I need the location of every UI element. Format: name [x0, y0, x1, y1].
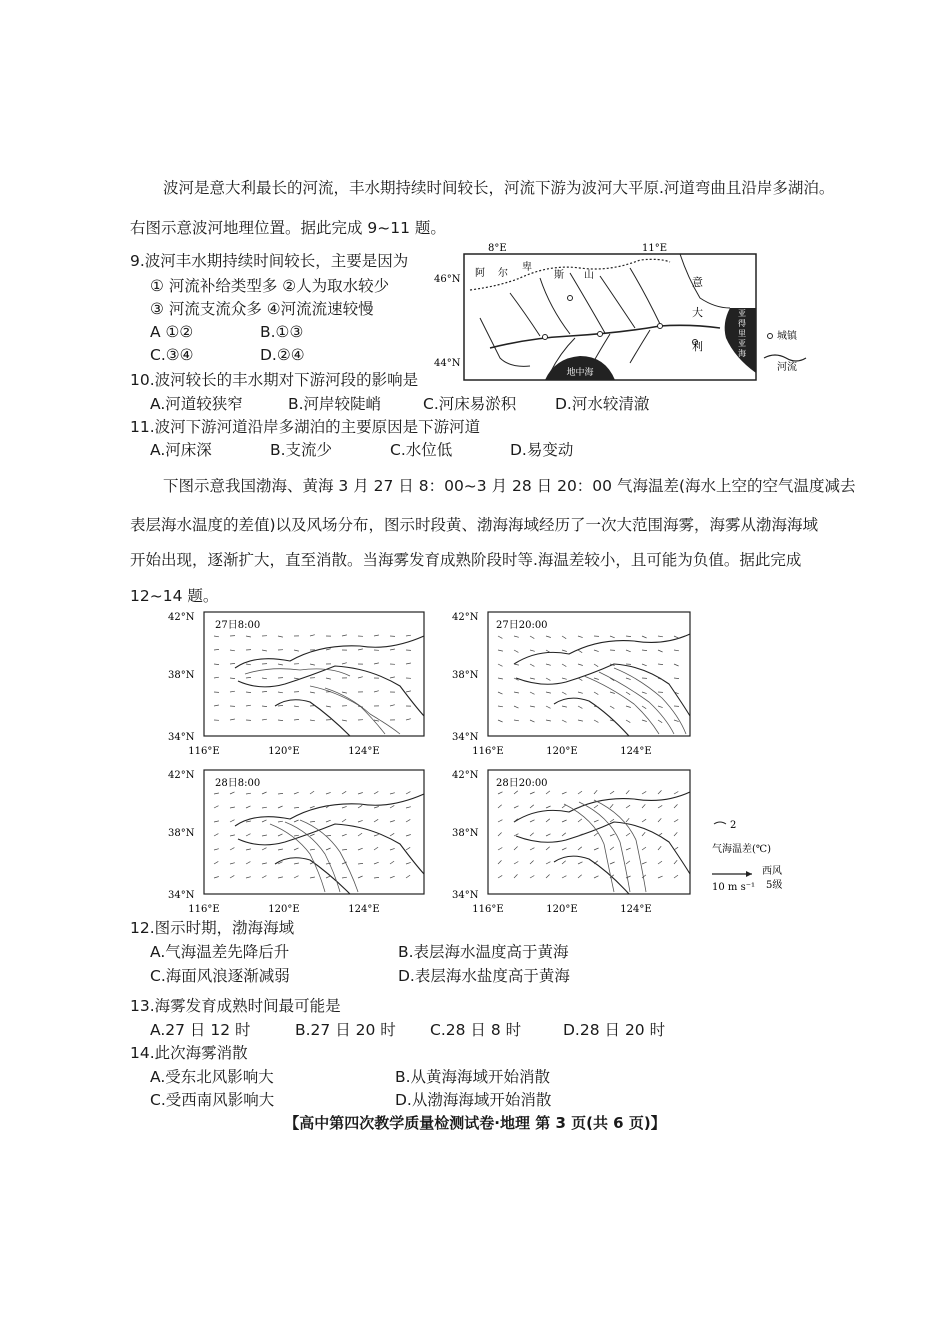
p4-lat-bot: 34°N — [452, 890, 479, 901]
p3-lon-b: 120°E — [268, 904, 300, 915]
q10-option-a[interactable]: A.河道较狭窄 — [150, 395, 243, 413]
map-alps-5: 山 — [584, 270, 594, 281]
passage1-line2: 右图示意波河地理位置。据此完成 9~11 题。 — [130, 219, 446, 237]
passage1-line1: 波河是意大利最长的河流，丰水期持续时间较长，河流下游为波河大平原.河道弯曲且沿岸多湖泊。 — [163, 179, 835, 197]
p3-lon-a: 116°E — [188, 904, 220, 915]
p2-lat-bot: 34°N — [452, 732, 479, 743]
map-po-main — [490, 325, 720, 348]
q11-option-c[interactable]: C.水位低 — [390, 441, 453, 459]
passage2-line3: 开始出现，逐渐扩大，直至消散。当海雾发育成熟阶段时等.海温差较小，且可能为负值。据此完成 — [130, 551, 802, 569]
p4-lon-b: 120°E — [546, 904, 578, 915]
p4-lat-top: 42°N — [452, 770, 479, 781]
legend-wind-arrowhead — [746, 871, 752, 877]
q9-stem: 9.波河丰水期持续时间较长，主要是因为 — [130, 252, 409, 270]
p1-lon-a: 116°E — [188, 746, 220, 757]
map-coast — [680, 254, 730, 308]
fog-panel-1 — [168, 612, 424, 757]
p2-lon-b: 120°E — [546, 746, 578, 757]
q11-option-d[interactable]: D.易变动 — [510, 441, 574, 459]
p1-time: 27日8:00 — [215, 620, 261, 631]
p3-lon-c: 124°E — [348, 904, 380, 915]
fog-panel-4 — [452, 770, 690, 915]
q14-option-c[interactable]: C.受西南风影响大 — [150, 1091, 275, 1109]
map-adriatic-c3: 里 — [738, 329, 746, 338]
legend-town-icon — [768, 334, 773, 339]
p1-lat-mid: 38°N — [168, 670, 195, 681]
legend-wind-level: 5级 — [766, 880, 783, 891]
map-italy-3: 利 — [692, 340, 703, 353]
legend-river-icon — [764, 355, 806, 361]
legend-town-label: 城镇 — [777, 331, 797, 342]
p1-lat-bot: 34°N — [168, 732, 195, 743]
q14-option-b[interactable]: B.从黄海海域开始消散 — [395, 1068, 551, 1086]
p2-time: 27日20:00 — [496, 620, 548, 631]
q11-option-a[interactable]: A.河床深 — [150, 441, 212, 459]
q13-option-d[interactable]: D.28 日 20 时 — [563, 1021, 666, 1039]
legend-river-label: 河流 — [777, 362, 797, 373]
q13-option-c[interactable]: C.28 日 8 时 — [430, 1021, 522, 1039]
p1-lon-c: 124°E — [348, 746, 380, 757]
q11-option-b[interactable]: B.支流少 — [270, 441, 333, 459]
p4-lon-c: 124°E — [620, 904, 652, 915]
p2-lat-top: 42°N — [452, 612, 479, 623]
q13-stem: 13.海雾发育成熟时间最可能是 — [130, 997, 341, 1015]
legend-wind-speed: 10 m s⁻¹ — [712, 882, 755, 893]
map-adriatic-c5: 海 — [738, 349, 746, 358]
map-town-3 — [658, 324, 663, 329]
legend-wind-name: 西风 — [762, 866, 782, 877]
q10-option-b[interactable]: B.河岸较陡峭 — [288, 395, 382, 413]
q9-option-b[interactable]: B.①③ — [260, 323, 304, 341]
map-lon-11e: 11°E — [642, 243, 668, 254]
map-trib-2 — [540, 278, 570, 334]
p1-lon-b: 120°E — [268, 746, 300, 757]
map-lat-44n: 44°N — [434, 358, 461, 369]
q14-option-a[interactable]: A.受东北风影响大 — [150, 1068, 274, 1086]
legend-isoline-icon — [714, 822, 726, 824]
map-town-2 — [598, 332, 603, 337]
passage2-line4: 12~14 题。 — [130, 587, 219, 605]
p2-lon-c: 124°E — [620, 746, 652, 757]
q9-option-c[interactable]: C.③④ — [150, 346, 194, 364]
p3-lat-bot: 34°N — [168, 890, 195, 901]
q10-option-c[interactable]: C.河床易淤积 — [423, 395, 517, 413]
q12-option-a[interactable]: A.气海温差先降后升 — [150, 943, 290, 961]
p1-lat-top: 42°N — [168, 612, 195, 623]
q13-option-b[interactable]: B.27 日 20 时 — [295, 1021, 396, 1039]
p3-time: 28日8:00 — [215, 778, 261, 789]
q9-statement-34: ③ 河流支流众多 ④河流流速较慢 — [150, 300, 374, 318]
fog-maps — [160, 606, 800, 916]
passage2-line1: 下图示意我国渤海、黄海 3 月 27 日 8：00~3 月 28 日 20：00 气海温差(海水上空的空气温度减去 — [163, 477, 856, 495]
p3-lat-top: 42°N — [168, 770, 195, 781]
q9-option-a[interactable]: A ①② — [150, 323, 194, 341]
fog-legend — [712, 820, 782, 893]
legend-iso-value: 2 — [730, 820, 737, 831]
map-lon-8e: 8°E — [488, 243, 507, 254]
p4-lat-mid: 38°N — [452, 828, 479, 839]
legend-iso-label: 气海温差(℃) — [712, 844, 771, 855]
q12-option-b[interactable]: B.表层海水温度高于黄海 — [398, 943, 569, 961]
fog-panel-2 — [452, 612, 690, 757]
map-trib-1 — [510, 293, 540, 336]
map-alps-3: 卑 — [522, 262, 532, 273]
p2-lat-mid: 38°N — [452, 670, 479, 681]
map-trib-8 — [630, 330, 650, 363]
map-town-1 — [543, 335, 548, 340]
po-river-map — [430, 238, 810, 388]
map-med-label: 地中海 — [566, 368, 594, 378]
q13-option-a[interactable]: A.27 日 12 时 — [150, 1021, 251, 1039]
p2-lon-a: 116°E — [472, 746, 504, 757]
map-trib-3 — [570, 273, 605, 333]
map-trib-9 — [480, 318, 530, 366]
map-alps-2: 尔 — [498, 268, 508, 279]
p4-lon-a: 116°E — [472, 904, 504, 915]
map-italy-1: 意 — [692, 276, 703, 289]
map-italy-2: 大 — [692, 306, 703, 319]
p4-time: 28日20:00 — [496, 778, 548, 789]
q12-option-c[interactable]: C.海面风浪逐渐减弱 — [150, 967, 290, 985]
page-footer: 【高中第四次教学质量检测试卷·地理 第 3 页(共 6 页)】 — [284, 1114, 666, 1132]
passage2-line2: 表层海水温度的差值)以及风场分布，图示时段黄、渤海海域经历了一次大范围海雾，海雾从渤海海域 — [130, 516, 819, 534]
map-alps-4: 斯 — [554, 270, 564, 281]
q14-stem: 14.此次海雾消散 — [130, 1044, 248, 1062]
q11-stem: 11.波河下游河道沿岸多湖泊的主要原因是下游河道 — [130, 418, 481, 436]
q14-option-d[interactable]: D.从渤海海域开始消散 — [395, 1091, 552, 1109]
q12-stem: 12.图示时期，渤海海域 — [130, 919, 295, 937]
map-adriatic-c4: 亚 — [738, 339, 746, 348]
q10-stem: 10.波河较长的丰水期对下游河段的影响是 — [130, 371, 419, 389]
map-lat-46n: 46°N — [434, 274, 461, 285]
fog-panel-3 — [168, 770, 424, 915]
q10-option-d[interactable]: D.河水较清澈 — [555, 395, 650, 413]
map-alps-1: 阿 — [475, 268, 485, 279]
map-adriatic-c2: 得 — [738, 319, 746, 328]
map-town-5 — [568, 296, 573, 301]
map-trib-5 — [630, 268, 660, 324]
map-trib-4 — [600, 276, 635, 328]
p3-lat-mid: 38°N — [168, 828, 195, 839]
q12-option-d[interactable]: D.表层海水盐度高于黄海 — [398, 967, 570, 985]
q9-option-d[interactable]: D.②④ — [260, 346, 305, 364]
q9-statement-12: ① 河流补给类型多 ②人为取水较少 — [150, 277, 390, 295]
map-adriatic-c1: 亚 — [738, 309, 746, 318]
